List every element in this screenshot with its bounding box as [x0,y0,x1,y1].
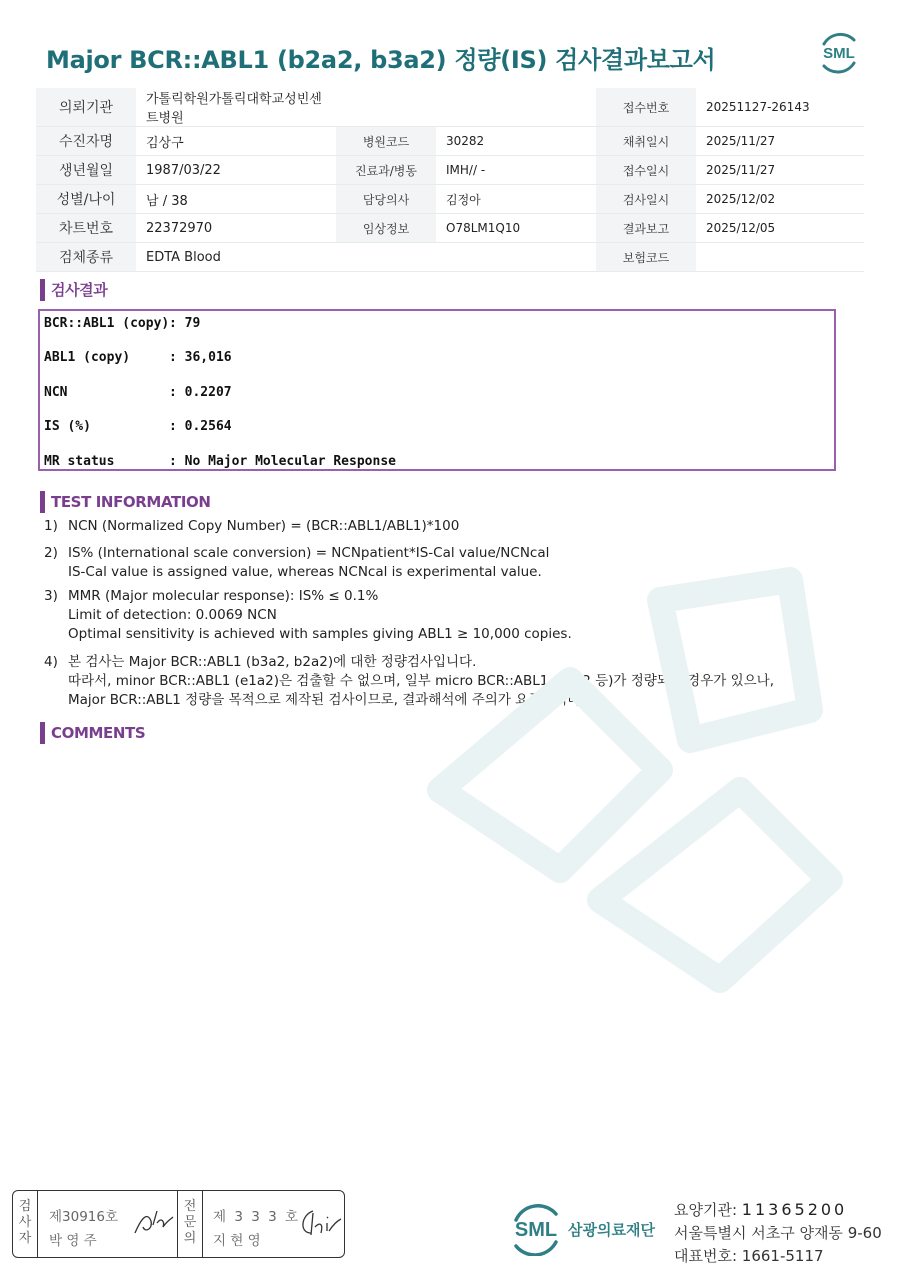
result-value: : 79 [169,316,201,331]
info-value: 2025/12/02 [696,185,864,214]
footer-phone-value: 1661-5117 [741,1247,824,1265]
info-row [36,127,864,156]
specialist-signature-icon [295,1203,343,1243]
info-label: 검사일시 [596,185,696,214]
info-label: 생년월일 [36,156,136,185]
result-row [44,454,396,469]
info-label: 진료과/병동 [336,156,436,185]
info-value: 김상구 [136,127,336,156]
info-label [336,88,436,127]
item-line: Limit of detection: 0.0069 NCN [68,607,277,623]
item-line: IS% (International scale conversion) = NCNpatient*IS-Cal value/NCNcal [68,545,550,561]
info-value: IMH// - [436,156,596,185]
test-info-heading: TEST INFORMATION [40,491,211,513]
item-line: Optimal sensitivity is achieved with samples giving ABL1 ≥ 10,000 copies. [68,626,572,642]
result-value: : 0.2564 [169,419,232,434]
info-row [36,156,864,185]
specialist-number: 제 3 3 3 호 [213,1209,301,1225]
info-label: 접수일시 [596,156,696,185]
info-value: 2025/11/27 [696,127,864,156]
info-value: 30282 [436,127,596,156]
info-label: 채취일시 [596,127,696,156]
result-value: : No Major Molecular Response [169,454,396,469]
info-label: 의뢰기관 [36,88,136,127]
sml-logo-text: SML [823,45,855,62]
item-line: Major BCR::ABL1 정량을 목적으로 제작된 검사이므로, 결과해석에 주의가 요구됩니다. [68,692,585,708]
info-value [696,243,864,272]
info-value: 2025/12/05 [696,214,864,243]
info-label: 성별/나이 [36,185,136,214]
info-label [336,243,436,272]
signature-stamp [12,1190,345,1258]
footer-org-logo [510,1200,670,1260]
info-value: 가톨릭학원가톨릭대학교성빈센트병원 [136,88,336,127]
info-row [36,88,864,127]
footer-code-label: 요양기관: [674,1201,738,1219]
info-label: 차트번호 [36,214,136,243]
result-row [44,316,200,331]
item-number: 2) [44,545,58,561]
info-label: 접수번호 [596,88,696,127]
patient-info-table [36,88,864,272]
info-label: 임상정보 [336,214,436,243]
info-label: 검체종류 [36,243,136,272]
info-label: 수진자명 [36,127,136,156]
info-row [36,214,864,243]
item-line: NCN (Normalized Copy Number) = (BCR::ABL1/ABL1)*100 [68,518,460,534]
footer-logo-text: SML [514,1219,558,1241]
examiner-name: 박 영 주 [49,1233,97,1249]
footer-sml-logo-icon [510,1200,670,1256]
info-value: 20251127-26143 [696,88,864,127]
result-row [44,350,232,365]
info-value [436,88,596,127]
sml-logo-icon [816,30,862,76]
item-line: MMR (Major molecular response): IS% ≤ 0.1% [68,588,379,604]
info-value [436,243,596,272]
info-value: 22372970 [136,214,336,243]
examiner-label: 검 사 자 [18,1199,32,1246]
results-heading: 검사결과 [40,279,107,301]
result-key: NCN [44,385,68,400]
footer-phone-label: 대표번호: [674,1247,738,1265]
info-value: 1987/03/22 [136,156,336,185]
footer-info [674,1198,882,1268]
result-value: : 36,016 [169,350,232,365]
item-line: 본 검사는 Major BCR::ABL1 (b3a2, b2a2)에 대한 정량검사입니다. [68,654,477,670]
comments-heading: COMMENTS [40,722,145,744]
info-value: EDTA Blood [136,243,336,272]
results-box [38,309,836,471]
info-value: O78LM1Q10 [436,214,596,243]
footer-org-name: 삼광의료재단 [568,1221,655,1239]
info-label: 결과보고 [596,214,696,243]
specialist-label: 전 문 의 [183,1199,197,1246]
item-number: 4) [44,654,58,670]
result-value: : 0.2207 [169,385,232,400]
info-label: 보험코드 [596,243,696,272]
footer-address: 서울특별시 서초구 양재동 9-60 [674,1224,882,1242]
info-value: 김정아 [436,185,596,214]
specialist-name: 지 현 영 [213,1233,261,1249]
result-row [44,419,232,434]
item-number: 3) [44,588,58,604]
report-title: Major BCR::ABL1 (b2a2, b3a2) 정량(IS) 검사결과보고서 [46,46,716,74]
footer-code-value: 11365200 [741,1200,848,1219]
result-key: BCR::ABL1 (copy) [44,316,170,331]
info-label: 병원코드 [336,127,436,156]
info-value: 남 / 38 [136,185,336,214]
result-row [44,385,232,400]
info-label: 담당의사 [336,185,436,214]
result-key: IS (%) [44,419,91,434]
examiner-signature-icon [131,1205,175,1241]
examiner-number: 제30916호 [49,1209,119,1225]
item-number: 1) [44,518,58,534]
item-line: IS-Cal value is assigned value, whereas NCNcal is experimental value. [68,564,542,580]
watermark-cross-icon [360,540,880,1020]
result-key: ABL1 (copy) [44,350,131,365]
item-line: 따라서, minor BCR::ABL1 (e1a2)은 검출할 수 없으며, 일부 micro BCR::ABL1 (c3a2 등)가 정량되는 경우가 있으나, [68,673,775,689]
info-value: 2025/11/27 [696,156,864,185]
info-row [36,243,864,272]
result-key: MR status [44,454,115,469]
info-row [36,185,864,214]
